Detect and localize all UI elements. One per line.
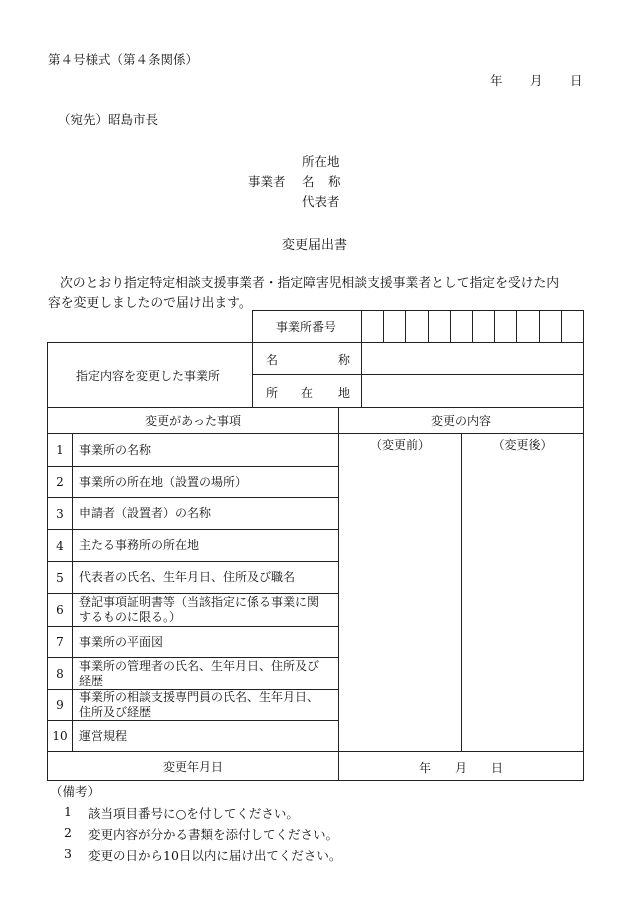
change-date-cell[interactable]: [339, 752, 584, 781]
date-month: 月: [530, 73, 543, 88]
office-number-digit-box[interactable]: [516, 310, 539, 343]
office-loc-char-1: 所: [266, 386, 279, 400]
item-text-line-1: 事業所の相談支援専門員の氏名、生年月日、: [79, 690, 320, 704]
item-text: 事業所の名称: [73, 434, 339, 467]
note-text: 該当項目番号に○を付してください。: [88, 806, 299, 821]
office-loc-char-2: 在: [301, 386, 314, 400]
item-text: [73, 594, 339, 627]
office-section-label: 指定内容を変更した事業所: [76, 369, 221, 383]
address-label: 所在地: [302, 154, 340, 169]
item-text: 事業所の所在地（設置の場所）: [73, 467, 339, 498]
change-month: 月: [455, 761, 468, 775]
office-number-digit-box[interactable]: [428, 310, 451, 343]
office-number-digit-box[interactable]: [472, 310, 495, 343]
office-number-digit-box[interactable]: [561, 310, 584, 343]
col-content-header: 変更の内容: [339, 408, 584, 434]
office-name-char-2: 称: [338, 353, 351, 367]
office-number-digit-box[interactable]: [361, 310, 384, 343]
item-text: [73, 658, 339, 690]
office-loc-char-3: 地: [338, 386, 351, 400]
office-number-digit-box[interactable]: [405, 310, 428, 343]
office-number-digit-box[interactable]: [450, 310, 473, 343]
role-label: 事業者: [248, 174, 286, 189]
change-date-label: 変更年月日: [48, 752, 339, 781]
change-year: 年: [419, 761, 432, 775]
before-label: （変更前）: [370, 438, 431, 452]
change-day: 日: [491, 761, 504, 775]
date-year: 年: [490, 73, 503, 88]
office-name-char-1: 名: [266, 353, 279, 367]
divider: [252, 342, 253, 408]
body-line-1: 次のとおり指定特定相談支援事業者・指定障害児相談支援事業者として指定を受けた内: [60, 276, 560, 291]
after-cell[interactable]: [462, 434, 584, 752]
change-table: [47, 407, 584, 781]
item-number: 8: [48, 658, 73, 690]
item-text-line-1: 登記事項証明書等（当該指定に係る事業に関: [79, 595, 320, 609]
office-name-input[interactable]: [362, 343, 583, 374]
document-title: 変更届出書: [282, 238, 348, 253]
item-number: 10: [48, 721, 73, 752]
after-label: （変更後）: [492, 438, 553, 452]
note-text: 変更内容が分かる書類を添付してください。: [88, 827, 339, 842]
office-number-label: 事業所番号: [276, 320, 337, 334]
item-number: 1: [48, 434, 73, 467]
item-number: 3: [48, 498, 73, 530]
item-number: 4: [48, 530, 73, 562]
item-number: 6: [48, 594, 73, 627]
note-number: 2: [64, 825, 72, 840]
item-text: 代表者の氏名、生年月日、住所及び職名: [73, 562, 339, 594]
note-number: 1: [64, 804, 72, 819]
note-number: 3: [64, 846, 72, 861]
form-number: 第４号様式（第４条関係）: [48, 52, 199, 67]
note-text: 変更の日から10日以内に届け出てください。: [88, 848, 342, 863]
notes-heading: （備考）: [50, 784, 101, 799]
body-line-2: 容を変更しましたので届け出ます。: [48, 296, 252, 311]
name-label-2: 称: [328, 174, 341, 189]
date-day: 日: [570, 73, 583, 88]
addressee: （宛先）昭島市長: [58, 112, 159, 127]
name-label-1: 名: [302, 174, 315, 189]
item-text: 運営規程: [73, 721, 339, 752]
item-number: 2: [48, 467, 73, 498]
item-text: 事業所の平面図: [73, 627, 339, 658]
representative-label: 代表者: [302, 194, 340, 209]
item-text: 主たる事務所の所在地: [73, 530, 339, 562]
office-number-digit-box[interactable]: [383, 310, 406, 343]
item-text-line-2: 住所及び経歴: [79, 705, 152, 719]
item-number: 9: [48, 690, 73, 721]
office-number-digit-box[interactable]: [494, 310, 517, 343]
item-text-line-2: するものに限る。）: [79, 610, 182, 624]
office-location-input[interactable]: [362, 375, 583, 407]
item-text-line-1: 事業所の管理者の氏名、生年月日、住所及び: [79, 658, 320, 673]
col-items-header: 変更があった事項: [48, 408, 339, 434]
item-number: 7: [48, 627, 73, 658]
before-cell[interactable]: [339, 434, 462, 752]
item-text-line-2: 経歴: [79, 673, 104, 688]
item-text: 申請者（設置者）の名称: [73, 498, 339, 530]
item-number: 5: [48, 562, 73, 594]
item-text: [73, 690, 339, 721]
office-number-digit-box[interactable]: [539, 310, 562, 343]
